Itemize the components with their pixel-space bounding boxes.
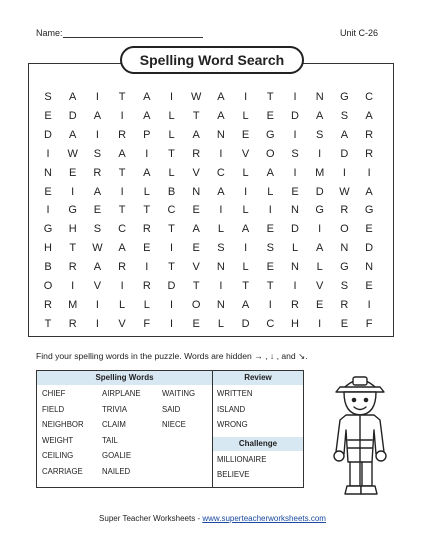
spelling-word: NEIGHBOR: [42, 420, 84, 429]
grid-letter: I: [169, 91, 174, 103]
puzzle-frame: [28, 63, 394, 337]
grid-letter: H: [68, 223, 77, 236]
grid-letter: N: [216, 128, 225, 141]
grid-letter: N: [216, 298, 225, 311]
grid-letter: T: [266, 91, 274, 103]
grid-letter: G: [340, 91, 349, 103]
grid-letter: R: [340, 204, 349, 217]
grid-letter: L: [242, 109, 249, 122]
grid-letter: V: [192, 261, 200, 274]
spelling-word: FIELD: [42, 404, 65, 414]
grid-letter: I: [318, 147, 322, 160]
grid-letter: A: [69, 128, 77, 141]
challenge-word: MILLIONAIRE: [217, 454, 267, 464]
grid-letter: A: [143, 109, 151, 122]
name-field-line[interactable]: [63, 37, 203, 38]
grid-letter: A: [217, 109, 225, 122]
grid-letter: F: [365, 317, 373, 330]
grid-letter: A: [365, 109, 373, 122]
grid-letter: I: [95, 128, 99, 141]
grid-letter: E: [69, 166, 77, 179]
grid-letter: E: [266, 109, 274, 122]
grid-letter: I: [219, 147, 223, 160]
grid-letter: N: [44, 166, 52, 179]
grid-letter: I: [95, 298, 99, 311]
grid-letter: I: [71, 185, 75, 198]
grid-letter: E: [266, 261, 274, 274]
grid-letter: S: [291, 147, 299, 160]
grid-letter: L: [119, 298, 126, 311]
spelling-word: CEILING: [42, 451, 74, 460]
grid-letter: V: [192, 166, 200, 179]
grid-letter: I: [120, 280, 124, 292]
table-divider: [212, 370, 213, 488]
grid-letter: S: [44, 91, 52, 103]
grid-letter: I: [46, 147, 50, 160]
grid-letter: H: [44, 242, 52, 255]
grid-letter: A: [192, 128, 200, 141]
instructions: Find your spelling words in the puzzle. Words are hidden → , ↓ , and ↘.: [36, 351, 308, 361]
grid-letter: I: [120, 185, 124, 198]
grid-letter: L: [168, 109, 175, 122]
grid-letter: R: [118, 128, 127, 141]
grid-letter: C: [118, 223, 127, 236]
grid-letter: N: [291, 204, 299, 217]
grid-letter: O: [266, 147, 275, 160]
grid-letter: I: [95, 91, 99, 103]
grid-letter: C: [167, 204, 176, 217]
footer: [0, 514, 425, 523]
grid-letter: S: [93, 147, 102, 160]
grid-letter: W: [339, 185, 350, 198]
grid-letter: A: [192, 223, 200, 236]
grid-letter: I: [293, 128, 297, 141]
grid-letter: D: [241, 317, 250, 330]
spelling-words-header: Spelling Words: [37, 371, 212, 385]
grid-letter: B: [167, 185, 176, 198]
footer-text: Super Teacher Worksheets -: [99, 514, 203, 523]
grid-letter: E: [192, 317, 200, 330]
grid-letter: M: [68, 298, 78, 311]
grid-letter: V: [93, 280, 102, 292]
grid-letter: I: [46, 204, 50, 217]
grid-letter: I: [169, 298, 174, 311]
grid-letter: R: [142, 223, 151, 236]
grid-letter: A: [93, 185, 102, 198]
grid-letter: T: [168, 147, 175, 160]
spelling-word: GOALIE: [102, 451, 132, 460]
grid-letter: G: [315, 204, 324, 217]
grid-letter: R: [118, 261, 127, 274]
spelling-word: CHIEF: [42, 389, 66, 398]
grid-letter: T: [192, 280, 200, 292]
grid-letter: A: [316, 109, 324, 122]
grid-letter: E: [291, 185, 299, 198]
spelling-word: CLAIM: [102, 420, 126, 429]
grid-letter: A: [266, 166, 274, 179]
grid-letter: O: [191, 298, 201, 311]
spelling-word: CARRIAGE: [42, 466, 83, 476]
grid-letter: S: [217, 242, 225, 255]
grid-letter: D: [167, 280, 176, 292]
grid-letter: L: [143, 298, 150, 311]
spelling-word: WAITING: [162, 389, 196, 398]
grid-letter: D: [44, 128, 52, 141]
grid-letter: L: [267, 185, 274, 198]
grid-letter: I: [293, 280, 297, 292]
grid-letter: T: [118, 204, 126, 217]
footer-link[interactable]: www.superteacherworksheets.com: [202, 514, 326, 523]
challenge-word: BELIEVE: [217, 470, 250, 479]
grid-letter: A: [69, 91, 77, 103]
grid-letter: D: [291, 223, 299, 236]
grid-letter: L: [242, 204, 249, 217]
grid-letter: D: [340, 147, 349, 160]
grid-letter: N: [216, 261, 225, 274]
grid-letter: S: [340, 109, 349, 122]
grid-letter: T: [242, 280, 249, 292]
grid-letter: I: [219, 204, 223, 217]
grid-letter: L: [242, 166, 249, 179]
grid-letter: I: [244, 242, 248, 255]
grid-letter: V: [241, 147, 250, 160]
grid-letter: L: [168, 128, 175, 141]
spelling-word: NAILED: [102, 466, 131, 476]
grid-letter: D: [68, 109, 77, 122]
grid-letter: I: [318, 223, 322, 236]
grid-letter: I: [367, 166, 371, 179]
grid-letter: E: [44, 185, 52, 198]
grid-letter: A: [143, 91, 151, 103]
grid-letter: V: [316, 280, 324, 292]
grid-letter: R: [291, 298, 299, 311]
grid-letter: T: [143, 204, 151, 217]
grid-letter: M: [315, 166, 325, 179]
grid-letter: I: [145, 261, 149, 274]
spelling-word: TRIVIA: [102, 404, 128, 414]
unit-label: Unit C-26: [340, 28, 379, 38]
grid-letter: O: [43, 280, 53, 292]
grid-letter: W: [67, 147, 78, 160]
grid-letter: E: [44, 109, 52, 122]
grid-letter: R: [68, 317, 77, 330]
grid-letter: C: [216, 166, 225, 179]
grid-letter: C: [266, 317, 275, 330]
grid-letter: E: [266, 223, 274, 236]
spelling-word: WEIGHT: [42, 435, 74, 445]
grid-letter: L: [316, 261, 323, 274]
grid-letter: I: [169, 242, 174, 255]
grid-letter: R: [68, 261, 77, 274]
grid-letter: W: [92, 242, 103, 255]
grid-letter: I: [244, 185, 248, 198]
grid-letter: A: [93, 109, 102, 122]
grid-letter: A: [241, 298, 250, 311]
challenge-header: Challenge: [213, 437, 303, 451]
name-label: Name:: [36, 28, 63, 38]
review-word: ISLAND: [217, 404, 246, 414]
grid-letter: E: [93, 204, 102, 217]
grid-letter: T: [118, 91, 126, 103]
grid-letter: T: [118, 166, 126, 179]
grid-letter: S: [316, 128, 324, 141]
page-title: Spelling Word Search: [120, 46, 304, 74]
grid-letter: S: [340, 280, 349, 292]
grid-letter: I: [268, 298, 272, 311]
grid-letter: E: [192, 242, 200, 255]
grid-letter: D: [365, 242, 374, 255]
grid-letter: I: [367, 298, 371, 311]
grid-letter: T: [44, 317, 52, 330]
grid-letter: R: [44, 298, 52, 311]
grid-letter: R: [192, 147, 201, 160]
grid-letter: A: [93, 261, 102, 274]
spelling-word: AIRPLANE: [102, 389, 141, 398]
grid-letter: I: [244, 91, 248, 103]
grid-letter: D: [315, 185, 324, 198]
grid-letter: G: [340, 261, 349, 274]
grid-letter: I: [318, 317, 322, 330]
grid-letter: E: [316, 298, 324, 311]
grid-letter: I: [95, 317, 99, 330]
grid-letter: N: [192, 185, 201, 198]
grid-letter: I: [219, 280, 223, 292]
grid-letter: N: [291, 261, 299, 274]
grid-letter: I: [293, 91, 297, 103]
grid-letter: R: [340, 298, 349, 311]
grid-letter: G: [68, 204, 77, 217]
grid-letter: L: [217, 317, 224, 330]
grid-letter: A: [316, 242, 324, 255]
grid-letter: A: [340, 128, 349, 141]
grid-letter: N: [365, 261, 374, 274]
grid-letter: W: [190, 91, 202, 103]
spelling-word: SAID: [162, 404, 181, 414]
grid-letter: T: [168, 261, 175, 274]
grid-letter: F: [143, 317, 151, 330]
grid-letter: I: [71, 280, 75, 292]
grid-letter: A: [118, 242, 126, 255]
grid-letter: D: [291, 109, 299, 122]
grid-letter: R: [142, 280, 151, 292]
grid-letter: S: [266, 242, 274, 255]
grid-letter: L: [291, 242, 299, 255]
grid-letter: B: [44, 261, 52, 274]
grid-letter: N: [340, 242, 349, 255]
grid-letter: N: [315, 91, 324, 103]
grid-letter: L: [168, 166, 175, 179]
grid-letter: S: [93, 223, 102, 236]
grid-letter: A: [365, 185, 373, 198]
grid-letter: A: [143, 166, 151, 179]
grid-letter: E: [143, 242, 151, 255]
grid-letter: T: [266, 280, 274, 292]
spelling-word: NIECE: [162, 420, 186, 429]
grid-letter: I: [120, 109, 124, 122]
grid-letter: G: [43, 223, 53, 236]
grid-letter: E: [365, 223, 373, 236]
grid-letter: A: [118, 147, 126, 160]
grid-letter: R: [93, 166, 102, 179]
review-word: WRITTEN: [217, 389, 253, 398]
grid-letter: A: [217, 91, 225, 103]
review-word: WRONG: [217, 420, 248, 429]
grid-letter: E: [192, 204, 200, 217]
review-header: Review: [213, 371, 303, 385]
grid-letter: I: [145, 147, 149, 160]
grid-letter: L: [242, 261, 249, 274]
grid-letter: L: [143, 185, 150, 198]
grid-letter: E: [340, 317, 349, 330]
grid-letter: G: [364, 204, 374, 217]
grid-letter: C: [365, 91, 374, 103]
grid-letter: L: [217, 223, 224, 236]
grid-letter: V: [118, 317, 126, 330]
grid-letter: R: [365, 147, 374, 160]
grid-letter: T: [192, 109, 200, 122]
grid-letter: I: [342, 166, 346, 179]
grid-letter: I: [293, 166, 297, 179]
grid-letter: T: [69, 242, 77, 255]
grid-letter: A: [241, 223, 250, 236]
grid-letter: I: [268, 204, 272, 217]
spelling-word: TAIL: [102, 435, 118, 445]
grid-letter: G: [266, 128, 275, 141]
grid-letter: R: [365, 128, 374, 141]
grid-letter: H: [291, 317, 299, 330]
grid-letter: O: [340, 223, 349, 236]
grid-letter: T: [168, 223, 175, 236]
grid-letter: A: [217, 185, 225, 198]
grid-letter: P: [143, 128, 151, 141]
grid-letter: E: [241, 128, 250, 141]
grid-letter: E: [365, 280, 373, 292]
firefighter-illustration: [320, 368, 400, 498]
grid-letter: I: [169, 317, 174, 330]
